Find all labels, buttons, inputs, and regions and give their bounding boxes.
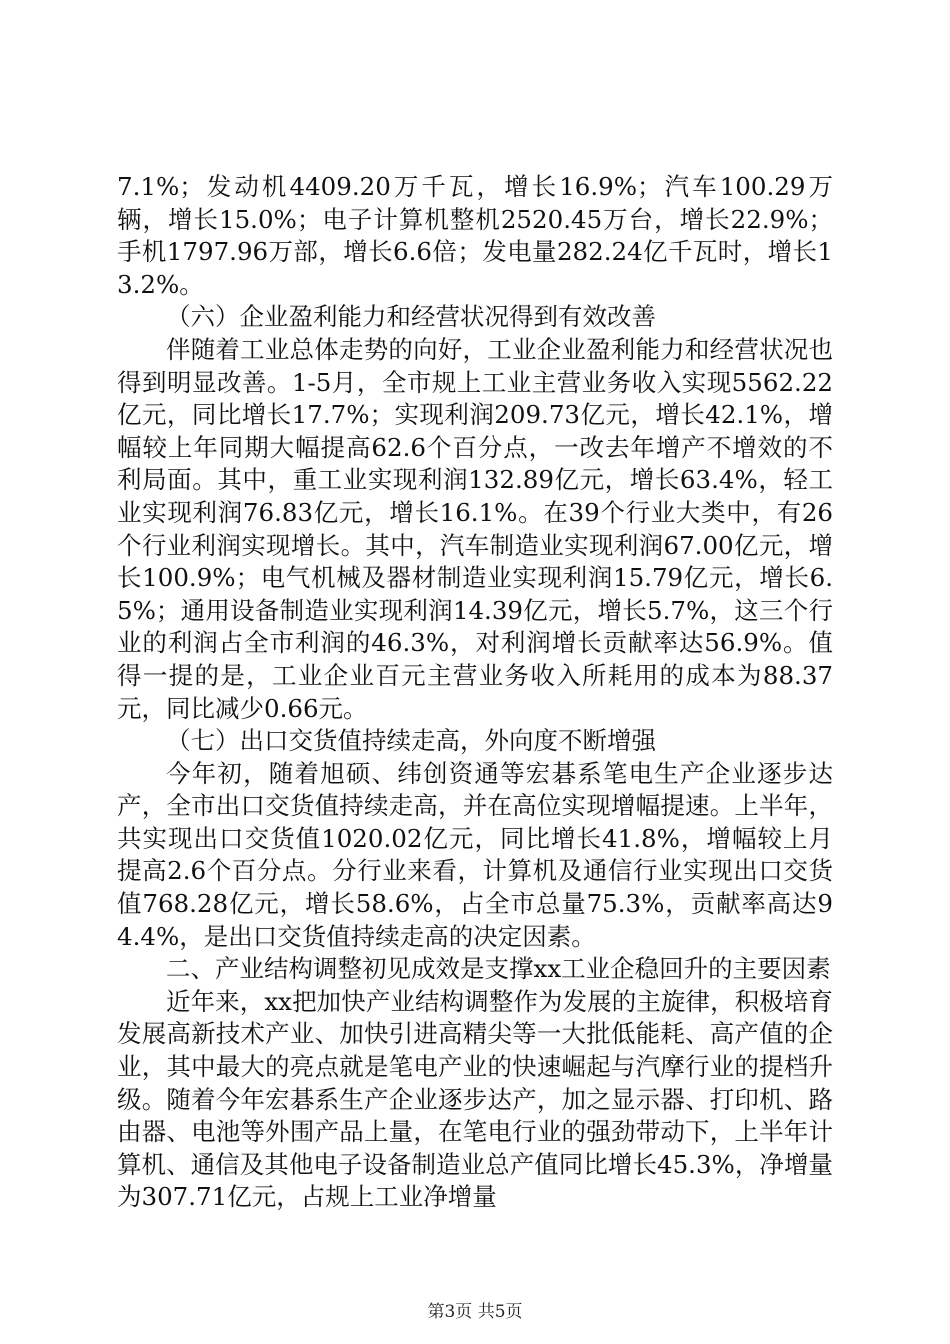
paragraph: 近年来，xx把加快产业结构调整作为发展的主旋律，积极培育发展高新技术产业、加快引进高精尖等一大批低能耗、高产值的企业，其中最大的亮点就是笔电产业的快速崛起与汽摩行业的提档升级。随着今年宏碁系生产企业逐步达产，加之显示器、打印机、路由器、电池等外围产品上量，在笔电行业的强劲带动下，上半年计算机、通信及其他电子设备制造业总产值同比增长45.3%，净增量为307.71亿元，占规上工业净增量 (117, 986, 833, 1212)
paragraph: 7.1%；发动机4409.20万千瓦，增长16.9%；汽车100.29万辆，增长15.0%；电子计算机整机2520.45万台，增长22.9%；手机1797.96万部，增长6.6倍；发电量282.24亿千瓦时，增长13.2%。 (117, 172, 833, 299)
document-body (117, 171, 833, 1214)
section-heading: 二、产业结构调整初见成效是支撑xx工业企稳回升的主要因素 (166, 954, 831, 984)
paragraph: 今年初，随着旭硕、纬创资通等宏碁系笔电生产企业逐步达产，全市出口交货值持续走高，并在高位实现增幅提速。上半年，共实现出口交货值1020.02亿元，同比增长41.8%，增幅较上月提高2.6个百分点。分行业来看，计算机及通信行业实现出口交货值768.28亿元，增长58.6%，占全市总量75.3%，贡献率高达94.4%，是出口交货值持续走高的决定因素。 (117, 758, 833, 951)
section-heading: （七）出口交货值持续走高，外向度不断增强 (166, 726, 656, 756)
page-footer: 第3页 共5页 (427, 1302, 523, 1322)
section-heading: （六）企业盈利能力和经营状况得到有效改善 (166, 302, 656, 332)
paragraph: 伴随着工业总体走势的向好，工业企业盈利能力和经营状况也得到明显改善。1-5月，全市规上工业主营业务收入实现5562.22亿元，同比增长17.7%；实现利润209.73亿元，增长42.1%，增幅较上年同期大幅提高62.6个百分点，一改去年增产不增效的不利局面。其中，重工业实现利润132.89亿元，增长63.4%，轻工业实现利润76.83亿元，增长16.1%。在39个行业大类中，有26个行业利润实现增长。其中，汽车制造业实现利润67.00亿元，增长100.9%；电气机械及器材制造业实现利润15.79亿元，增长6.5%；通用设备制造业实现利润14.39亿元，增长5.7%，这三个行业的利润占全市利润的46.3%，对利润增长贡献率达56.9%。值得一提的是，工业企业百元主营业务收入所耗用的成本为88.37元，同比减少0.66元。 (117, 334, 833, 723)
